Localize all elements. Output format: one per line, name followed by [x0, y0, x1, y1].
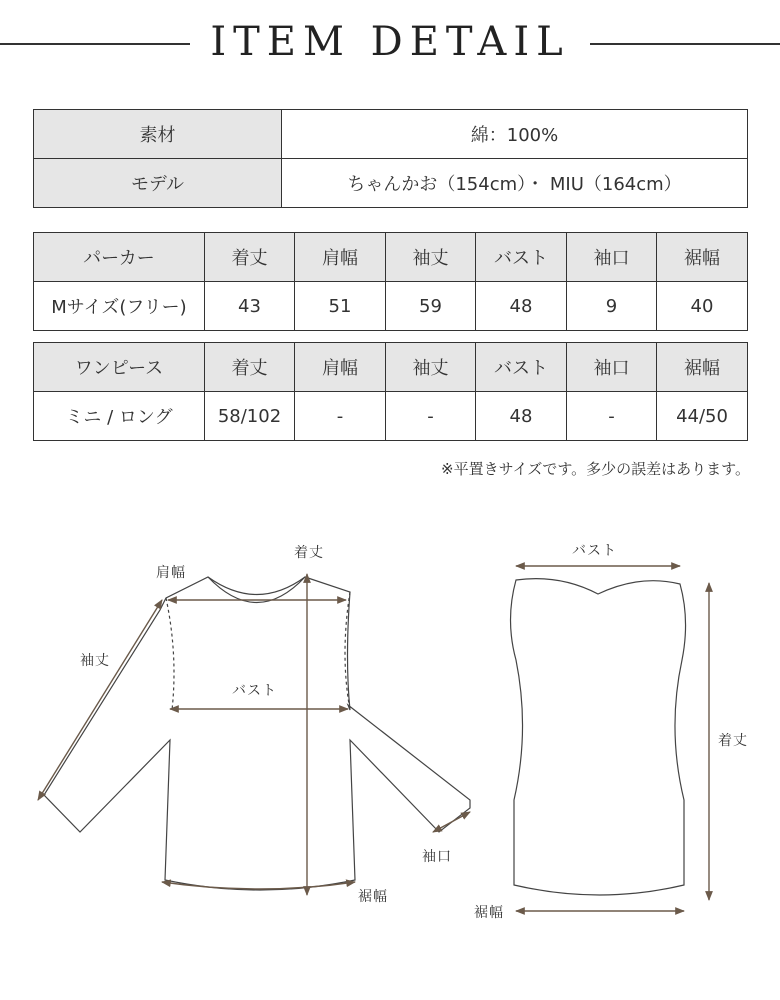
material-value: 綿：100% — [282, 110, 748, 159]
dress-length-label: 着丈 — [718, 733, 748, 749]
column-header: バスト — [476, 343, 567, 392]
table-cell: - — [295, 392, 386, 441]
top-garment-outline — [44, 577, 470, 890]
page-title: ITEM DETAIL — [210, 19, 570, 65]
column-header: 肩幅 — [295, 233, 386, 282]
column-header: 裾幅 — [657, 343, 748, 392]
dress-bust-label: バスト — [572, 543, 617, 559]
table-cell: 40 — [657, 282, 748, 331]
table-cell: 44/50 — [657, 392, 748, 441]
top-cuff-arrow — [433, 812, 470, 832]
column-header: 袖口 — [567, 233, 657, 282]
table-cell: 59 — [386, 282, 476, 331]
table-cell: 48 — [476, 282, 567, 331]
column-header: パーカー — [34, 233, 205, 282]
table-cell: 51 — [295, 282, 386, 331]
dress-hem-label: 裾幅 — [474, 905, 504, 921]
material-label: 素材 — [34, 110, 282, 159]
measurement-note: ※平置きサイズです。多少の誤差はあります。 — [441, 460, 750, 478]
table-cell: 48 — [476, 392, 567, 441]
top-bust-label: バスト — [232, 683, 277, 699]
model-label: モデル — [34, 159, 282, 208]
column-header: 着丈 — [205, 343, 295, 392]
dress-outline — [511, 579, 686, 895]
table-cell: - — [386, 392, 476, 441]
table-cell: ミニ / ロング — [34, 392, 205, 441]
column-header: 袖口 — [567, 343, 657, 392]
top-sleeve-label: 袖丈 — [80, 653, 110, 669]
top-shoulder-label: 肩幅 — [156, 565, 186, 581]
table-cell: Mサイズ(フリー) — [34, 282, 205, 331]
column-header: 袖丈 — [386, 343, 476, 392]
column-header: バスト — [476, 233, 567, 282]
column-header: 裾幅 — [657, 233, 748, 282]
column-header: ワンピース — [34, 343, 205, 392]
table-cell: - — [567, 392, 657, 441]
column-header: 袖丈 — [386, 233, 476, 282]
column-header: 肩幅 — [295, 343, 386, 392]
table-cell: 43 — [205, 282, 295, 331]
top-cuff-label: 袖口 — [422, 849, 452, 865]
top-hem-label: 裾幅 — [358, 889, 388, 905]
top-hem-arrow — [162, 882, 355, 889]
top-length-label: 着丈 — [294, 545, 324, 561]
model-value: ちゃんかお（154cm）・ MIU（164cm） — [282, 159, 748, 208]
table-cell: 9 — [567, 282, 657, 331]
column-header: 着丈 — [205, 233, 295, 282]
table-cell: 58/102 — [205, 392, 295, 441]
top-sleeve-arrow — [38, 600, 162, 800]
